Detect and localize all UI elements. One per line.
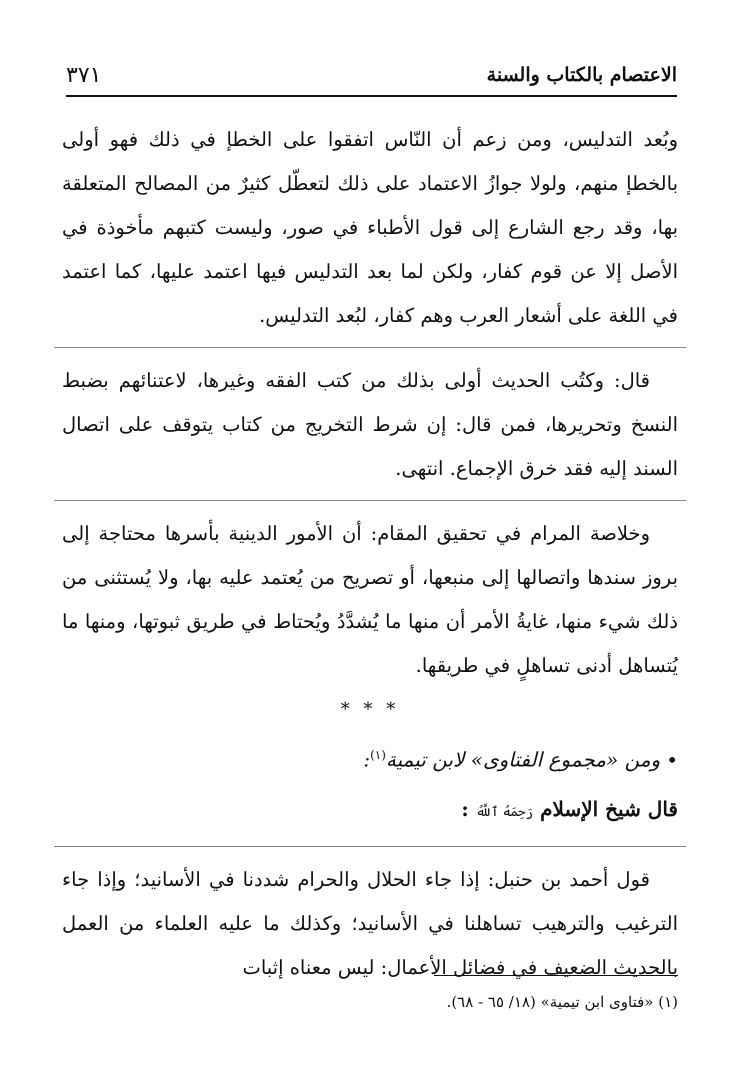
section-separator: * * *: [340, 699, 400, 720]
speaker-heading-colon: :: [461, 796, 469, 821]
page-number: ٣٧١: [66, 62, 102, 88]
paragraph-1: وبُعد التدليس، ومن زعم أن النّاس اتفقوا على الخطإ في ذلك فهو أولى بالخطإ منهم، ولولا جوازُ الاعتماد على ذلك لتعطّل كثيرٌ من المصالح المتعلقة بها، وقد رجع الشارع إلى قول الأطباء في صور، وليست كتبهم مأخوذة في الأصل إلا عن قوم كفار، ولكن لما بعد التدليس فيها اعتمد عليها، كما اعتمد في اللغة على أشعار العرب وهم كفار، لبُعد التدليس.: [62, 128, 678, 327]
paragraph-divider: [54, 500, 686, 501]
speaker-heading-text: قال شيخ الإسلام: [540, 796, 678, 821]
paragraph-divider: [54, 846, 686, 847]
honorific-glyph: رَحِمَهُ ٱللَّهُ: [475, 804, 534, 820]
footnote: (١) «فتاوى ابن تيمية» (١٨/ ٦٥ - ٦٨).: [446, 993, 678, 1011]
quote-paragraph: قول أحمد بن حنبل: إذا جاء الحلال والحرام شددنا في الأسانيد؛ وإذا جاء الترغيب والترهيب تساهلنا في الأسانيد؛ وكذلك ما عليه العلماء من العمل بالحديث الضعيف في فضائل الأعمال: ليس معناه إثبات: [62, 867, 679, 979]
bullet-icon: •: [666, 747, 678, 772]
page-body: [62, 118, 678, 990]
footnote-divider: [434, 975, 678, 976]
source-heading-text: ومن «مجموع الفتاوى» لابن تيمية: [385, 747, 661, 772]
paragraph-divider: [54, 347, 686, 348]
source-heading: [62, 730, 678, 785]
footnote-reference[interactable]: (١): [370, 748, 386, 762]
speaker-heading: [62, 785, 678, 837]
paragraph-2: قال: وكتُب الحديث أولى بذلك من كتب الفقه وغيرها، لاعتنائهم بضبط النسخ وتحريرها، فمن قال: إن شرط التخريج من كتاب يتوقف على اتصال السند إليه فقد خرق الإجماع. انتهى.: [62, 369, 678, 480]
running-title: الاعتصام بالكتاب والسنة: [486, 64, 677, 86]
paragraph-3: وخلاصة المرام في تحقيق المقام: أن الأمور الدينية بأسرها محتاجة إلى بروز سندها واتصالها إلى منبعها، أو تصريح من يُعتمد عليه بها، ولا يُستثنى من ذلك شيء منها، غايةُ الأمر أن منها ما يُشدَّدُ ويُحتاط في طريق ثبوتها، ومنها ما يُتساهل أدنى تساهلٍ في طريقها.: [62, 522, 678, 677]
source-heading-colon: :: [363, 747, 371, 772]
running-header: [66, 55, 677, 97]
